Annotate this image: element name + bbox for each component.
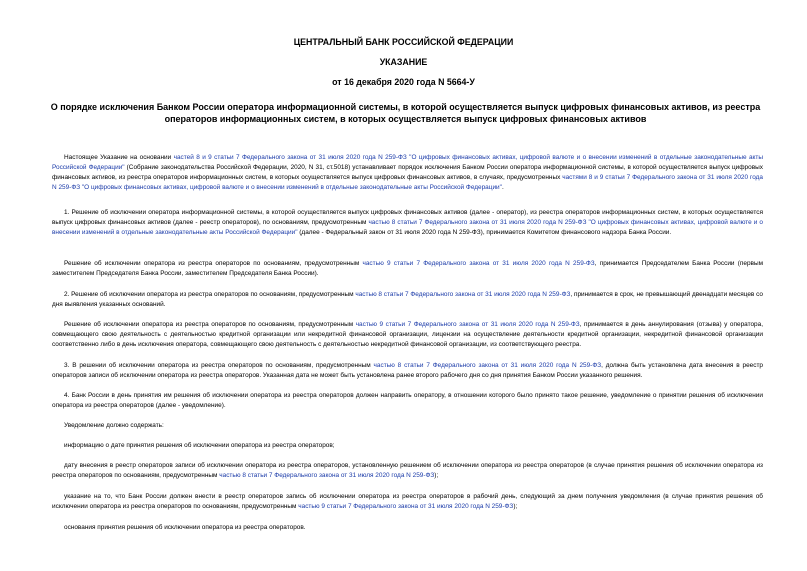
document-type: УКАЗАНИЕ [379,57,428,67]
law-link[interactable]: частью 8 статьи 7 Федерального закона от 31 июля 2020 года N 259-ФЗ [355,291,571,298]
text-fragment: Уведомление должно содержать: [64,422,164,429]
text-fragment: . [501,184,504,191]
text-fragment: , принимается Председателем Банка России (первым заместителем Председателя Банка России, заместителем Председателя Банка России). [52,260,763,277]
law-link[interactable]: частью 8 статьи 7 Федерального закона от 31 июля 2020 года N 259-ФЗ [373,362,602,369]
paragraph-1-part-2 [52,259,763,279]
law-link[interactable]: частью 9 статьи 7 Федерального закона от 31 июля 2020 года N 259-ФЗ [298,503,514,510]
text-fragment: , должна быть установлена дата внесения в реестр операторов записи об исключении оператора из реестра операторов. Указанная дата не может быть установлена ранее второго рабочего дня со дня принятия Банком России указанного решения. [52,362,763,379]
document-date-number: от 16 декабря 2020 года N 5664-У [332,77,475,87]
issuer-heading: ЦЕНТРАЛЬНЫЙ БАНК РОССИЙСКОЙ ФЕДЕРАЦИИ [293,37,514,47]
text-fragment: (далее - Федеральный закон от 31 июля 2020 года N 259-ФЗ), принимается Комитетом финансового надзора Банка России. [297,229,672,236]
text-fragment: Решение об исключении оператора из реестра операторов по основаниям, предусмотренным [64,260,363,267]
paragraph-notice-contents [52,421,763,431]
paragraph-2-part-2 [52,320,763,350]
text-fragment: , принимается в срок, не превышающий двенадцати месяцев со дня выявления указанных оснований. [52,291,763,308]
notice-item-entry-date [52,461,763,481]
text-fragment: указание на то, что Банк России должен внести в реестр операторов запись об исключении оператора из реестра операторов в рабочий день, следующий за днем получения уведомления (в случае принятия решения об исключении оператора из реестра операторов по основаниям, предусмотренным [52,493,763,510]
law-link[interactable]: частями 8 и 9 статьи 7 Федерального закона от 31 июля 2020 года N 259-ФЗ "О цифровых финансовых активах, цифровой валюте и о внесении изменений в отдельные законодательные акты Российской Федерации" [52,174,763,191]
text-fragment: 4. Банк России в день принятия им решения об исключении оператора из реестра операторов должен направить оператору, в отношении которого было принято такое решение, уведомление о принятии решения об исключении оператора из реестра операторов (далее - уведомление). [52,392,763,409]
law-link[interactable]: частей 8 и 9 статьи 7 Федерального закона от 31 июля 2020 года N 259-ФЗ "О цифровых финансовых активах, цифровой валюте и о внесении изменений в отдельные законодательные акты Российской Федерации" [52,154,763,171]
text-fragment: ); [434,472,439,479]
text-fragment: Решение об исключении оператора из реестра операторов по основаниям, предусмотренным [64,321,356,328]
text-fragment: (Собрание законодательства Российской Федерации, 2020, N 31, ст.5018) устанавливает порядок исключения Банком России оператора информационной системы, в которой осуществляется выпуск цифровых финансовых активов, из реестра операторов информационных систем, в которых осуществляется выпуск цифровых финансовых активов, в случаях, предусмотренных [52,164,763,181]
paragraph-1 [52,208,763,238]
text-fragment: , принимается в день аннулирования (отзыва) у оператора, совмещающего свою деятельность с деятельностью кредитной организации или некредитной финансовой организации, лицензии на осуществление деятельности кредитной организации, некредитной финансовой организации соответственно либо в день исключения оператора, совмещающего свою деятельность с деятельностью некредитной финансовой организации, из соответствующего реестра. [52,321,763,348]
text-fragment: основания принятия решения об исключении оператора из реестра операторов. [64,524,306,531]
paragraph-preamble [52,153,763,193]
text-fragment: ); [513,503,518,510]
notice-item-grounds [52,523,763,533]
law-link[interactable]: частью 9 статьи 7 Федерального закона от 31 июля 2020 года N 259-ФЗ [362,260,595,267]
paragraph-2 [52,290,763,310]
text-fragment: 2. Решение об исключении оператора из реестра операторов по основаниям, предусмотренным [64,291,356,298]
document-title: О порядке исключения Банком России оператора информационной системы, в которой осуществляется выпуск цифровых финансовых активов, из реестра операторов информационных систем, в которых осуществляется выпуск цифровых финансовых активов [50,102,761,124]
law-link[interactable]: частью 8 статьи 7 Федерального закона от 31 июля 2020 года N 259-ФЗ "О цифровых финансовых активах, цифровой валюте и о внесении изменений в отдельные законодательные акты Российской Федерации" [52,219,763,236]
notice-item-decision-date [52,441,763,451]
paragraph-3 [52,361,763,381]
notice-item-next-day-entry [52,492,763,512]
text-fragment: Настоящее Указание на основании [64,154,174,161]
text-fragment: 1. Решение об исключении оператора информационной системы, в которой осуществляется выпуск цифровых финансовых активов (далее - оператор), из реестра операторов информационных систем, в которых осуществляется выпуск цифровых финансовых активов (далее - реестр операторов), по основаниям, предусмотренным [52,209,763,226]
text-fragment: дату внесения в реестр операторов записи об исключении оператора из реестра операторов, установленную решением об исключении оператора из реестра операторов (в случае принятия решения об исключении оператора из реестра операторов по основаниям, предусмотренным [52,462,763,479]
text-fragment: 3. В решении об исключении оператора из реестра операторов по основаниям, предусмотренным [64,362,374,369]
text-fragment: информацию о дате принятия решения об исключении оператора из реестра операторов; [64,442,335,449]
paragraph-4 [52,391,763,411]
law-link[interactable]: частью 9 статьи 7 Федерального закона от 31 июля 2020 года N 259-ФЗ [355,321,580,328]
law-link[interactable]: частью 8 статьи 7 Федерального закона от 31 июля 2020 года N 259-ФЗ [219,472,435,479]
